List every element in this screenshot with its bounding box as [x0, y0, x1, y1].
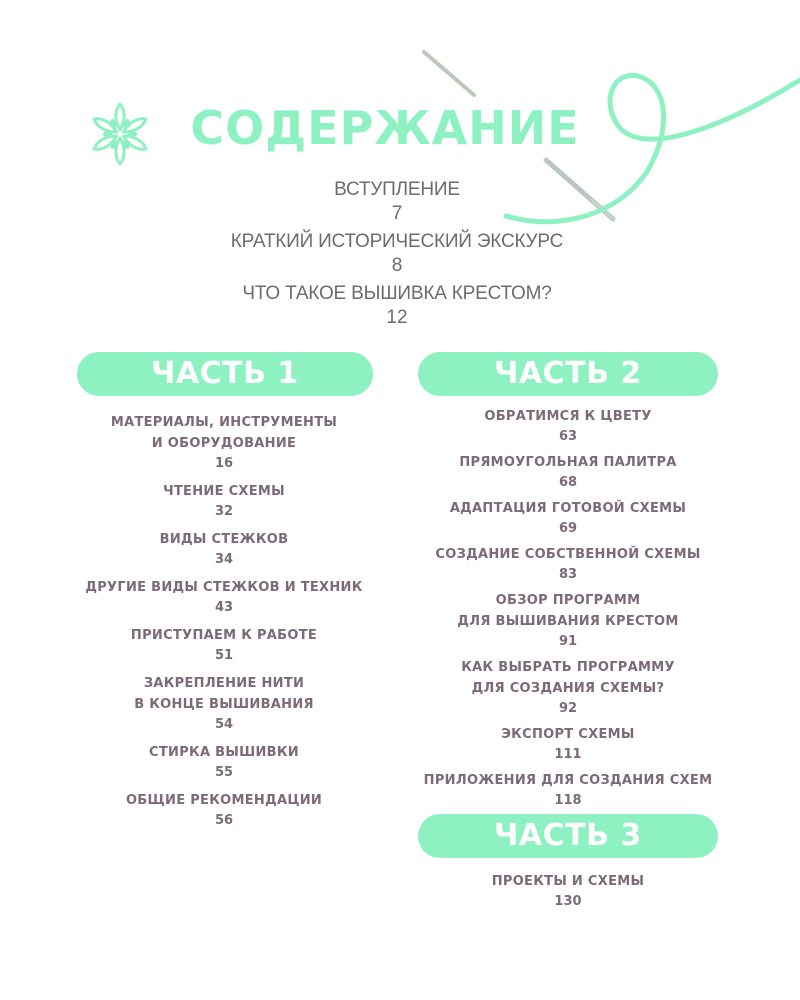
toc-item-title: ОБЩИЕ РЕКОМЕНДАЦИИ	[125, 793, 323, 808]
intro-item-label: ВСТУПЛЕНИЕ	[334, 179, 460, 200]
toc-item-title: КАК ВЫБРАТЬ ПРОГРАММУ	[461, 660, 675, 675]
toc-item-title: ПРЯМОУГОЛЬНАЯ ПАЛИТРА	[459, 455, 677, 470]
toc-item[interactable]	[416, 544, 720, 585]
toc-item[interactable]	[416, 498, 720, 539]
toc-item-page: 54	[214, 717, 234, 732]
toc-item-title: ПРИЛОЖЕНИЯ ДЛЯ СОЗДАНИЯ СХЕМ	[423, 773, 713, 788]
intro-item[interactable]	[0, 178, 794, 226]
intro-item[interactable]	[0, 282, 794, 330]
toc-item-title: ЭКСПОРТ СХЕМЫ	[501, 727, 635, 742]
page-title: СОДЕРЖАНИЕ	[190, 101, 580, 155]
toc-item-title-line2: В КОНЦЕ ВЫШИВАНИЯ	[134, 697, 314, 712]
toc-item-page: 43	[214, 600, 234, 615]
toc-item-page: 32	[214, 504, 234, 519]
toc-item-title: ПРОЕКТЫ И СХЕМЫ	[491, 874, 645, 889]
toc-item-title: АДАПТАЦИЯ ГОТОВОЙ СХЕМЫ	[449, 501, 687, 516]
toc-item[interactable]	[74, 529, 374, 570]
toc-item-title: ЗАКРЕПЛЕНИЕ НИТИ	[143, 676, 305, 691]
toc-item-page: 92	[558, 701, 578, 716]
toc-item[interactable]	[416, 590, 720, 652]
toc-item[interactable]	[74, 577, 374, 618]
toc-item[interactable]	[74, 790, 374, 831]
part-3-contents	[416, 871, 720, 919]
toc-item[interactable]	[74, 742, 374, 783]
part-2-banner: ЧАСТЬ 2	[418, 352, 718, 396]
toc-item-title: ЧТЕНИЕ СХЕМЫ	[163, 484, 285, 499]
toc-item-page: 118	[554, 793, 582, 808]
toc-item[interactable]	[74, 625, 374, 666]
toc-item-page: 55	[214, 765, 234, 780]
intro-list	[0, 178, 794, 334]
toc-item-page: 56	[214, 813, 234, 828]
toc-item[interactable]	[74, 673, 374, 735]
part-1-banner: ЧАСТЬ 1	[77, 352, 373, 396]
toc-item[interactable]	[416, 452, 720, 493]
toc-item-page: 130	[554, 894, 582, 909]
toc-item-title: ПРИСТУПАЕМ К РАБОТЕ	[130, 628, 318, 643]
intro-item-label: КРАТКИЙ ИСТОРИЧЕСКИЙ ЭКСКУРС	[230, 231, 564, 252]
toc-item-page: 91	[558, 634, 578, 649]
toc-item-page: 69	[558, 521, 578, 536]
toc-item-page: 111	[554, 747, 582, 762]
toc-item[interactable]	[416, 770, 720, 811]
toc-item[interactable]	[74, 481, 374, 522]
toc-item-title: ДРУГИЕ ВИДЫ СТЕЖКОВ И ТЕХНИК	[85, 580, 363, 595]
toc-item-title-line2: И ОБОРУДОВАНИЕ	[151, 436, 297, 451]
toc-item[interactable]	[416, 657, 720, 719]
toc-item-title: ОБЗОР ПРОГРАММ	[495, 593, 641, 608]
toc-item-page: 83	[558, 567, 578, 582]
toc-item-page: 63	[558, 429, 578, 444]
toc-item[interactable]	[416, 406, 720, 447]
intro-item-page: 7	[391, 203, 403, 224]
toc-item-page: 68	[558, 475, 578, 490]
toc-item-title: СОЗДАНИЕ СОБСТВЕННОЙ СХЕМЫ	[435, 547, 701, 562]
intro-item-label: ЧТО ТАКОЕ ВЫШИВКА КРЕСТОМ?	[242, 283, 552, 304]
part-1-contents	[74, 412, 374, 838]
toc-item-title-line2: ДЛЯ ВЫШИВАНИЯ КРЕСТОМ	[457, 614, 679, 629]
toc-item-title: ВИДЫ СТЕЖКОВ	[159, 532, 289, 547]
toc-item[interactable]	[416, 724, 720, 765]
toc-item[interactable]	[74, 412, 374, 474]
part-2-contents	[416, 406, 720, 816]
toc-item-title-line2: ДЛЯ СОЗДАНИЯ СХЕМЫ?	[471, 681, 665, 696]
toc-item-title: СТИРКА ВЫШИВКИ	[149, 745, 299, 760]
toc-item-title: ОБРАТИМСЯ К ЦВЕТУ	[484, 409, 652, 424]
intro-item-page: 8	[391, 255, 403, 276]
part-3-banner: ЧАСТЬ 3	[418, 814, 718, 858]
intro-item[interactable]	[0, 230, 794, 278]
toc-item-page: 51	[214, 648, 234, 663]
toc-item-page: 16	[214, 456, 234, 471]
intro-item-page: 12	[386, 307, 408, 328]
toc-item-page: 34	[214, 552, 234, 567]
toc-item[interactable]	[416, 871, 720, 912]
toc-item-title: МАТЕРИАЛЫ, ИНСТРУМЕНТЫ	[110, 415, 338, 430]
